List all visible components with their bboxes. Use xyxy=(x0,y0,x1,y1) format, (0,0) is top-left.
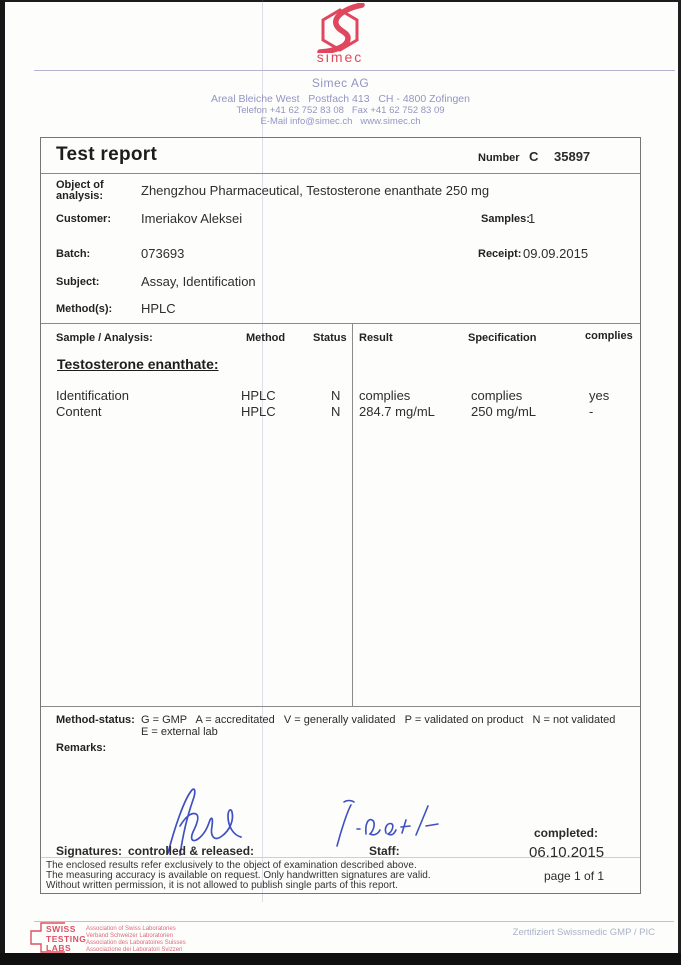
certification-note: Zertifiziert Swissmedic GMP / PIC xyxy=(512,927,655,938)
disclaimer-line3: Without written permission, it is not allowed to publish single parts of this report. xyxy=(46,880,398,891)
scan-edge-top xyxy=(0,0,681,2)
analysis-method: HPLC xyxy=(241,388,276,403)
association-names xyxy=(86,926,186,954)
simec-logo-icon xyxy=(300,3,380,53)
subject-label: Subject: xyxy=(56,276,100,288)
analysis-name: Identification xyxy=(56,388,129,403)
footer-divider xyxy=(34,921,674,922)
methods-value: HPLC xyxy=(141,301,176,316)
staff-signature xyxy=(329,798,441,850)
completed-label: completed: xyxy=(534,826,599,840)
method-status-legend-line1: G = GMP A = accreditated V = generally validated P = validated on product N = not validated xyxy=(141,714,616,726)
analysis-status: N xyxy=(331,388,341,403)
stl-word-testing: TESTING xyxy=(46,933,87,944)
result-column-divider xyxy=(352,323,353,706)
samples-value: 1 xyxy=(528,211,536,226)
method-status-divider xyxy=(41,706,640,707)
col-header-specification: Specification xyxy=(468,332,537,344)
association-line: Association of Swiss Laboratories xyxy=(86,926,176,932)
remarks-label: Remarks: xyxy=(56,742,107,754)
page-number: page 1 of 1 xyxy=(544,869,605,883)
col-header-result: Result xyxy=(359,332,393,344)
title-divider xyxy=(41,173,640,174)
analysis-name: Content xyxy=(56,404,102,419)
analysis-method: HPLC xyxy=(241,404,276,419)
report-title: Test report xyxy=(56,144,158,165)
disclaimer-line1: The enclosed results refer exclusively to the object of examination described above. xyxy=(46,860,417,871)
analysis-complies: yes xyxy=(589,388,610,403)
company-address: Areal Bleiche West Postfach 413 CH - 4800 Zofingen xyxy=(211,93,470,105)
simec-wordmark: simec xyxy=(316,49,364,65)
batch-value: 073693 xyxy=(141,246,185,261)
disclaimer-line2: The measuring accuracy is available on request. Only handwritten signatures are valid. xyxy=(46,870,431,881)
col-header-status: Status xyxy=(313,332,347,344)
object-of-analysis-label: Object of analysis: xyxy=(56,179,104,202)
controlled-released-label: controlled & released: xyxy=(128,844,255,858)
analysis-specification: complies xyxy=(471,388,523,403)
analysis-complies: - xyxy=(589,404,594,419)
association-line: Associazione dei Laboratori Svizzeri xyxy=(86,947,183,953)
number-label: Number xyxy=(478,152,520,164)
col-header-complies: complies xyxy=(585,330,633,342)
scan-edge-bottom xyxy=(0,953,681,965)
analysis-status: N xyxy=(331,404,341,419)
letterhead-divider xyxy=(34,70,675,71)
company-name: Simec AG xyxy=(311,76,370,90)
subject-value: Assay, Identification xyxy=(141,274,256,289)
batch-label: Batch: xyxy=(56,248,91,260)
signatures-label: Signatures: xyxy=(56,844,123,858)
stl-word-labs: LABS xyxy=(46,943,72,953)
customer-value: Imeriakov Aleksei xyxy=(141,211,243,226)
table-row xyxy=(41,388,640,404)
receipt-label: Receipt: xyxy=(478,248,522,260)
table-top-divider xyxy=(41,323,640,324)
company-phone-fax: Telefon +41 62 752 83 08 Fax +41 62 752 83 09 xyxy=(236,105,445,116)
object-of-analysis-value: Zhengzhou Pharmaceutical, Testosterone enanthate 250 mg xyxy=(141,183,490,198)
association-line: Verband Schweizer Laboratorien xyxy=(86,933,174,939)
methods-label: Method(s): xyxy=(56,303,113,315)
report-body xyxy=(40,137,641,894)
association-line: Association des Laboratoires Suisses xyxy=(86,940,186,946)
col-header-sample-analysis: Sample / Analysis: xyxy=(56,332,153,344)
analysis-result: complies xyxy=(359,388,411,403)
number-value: 35897 xyxy=(554,149,591,164)
company-email-web: E-Mail info@simec.ch www.simec.ch xyxy=(260,116,421,127)
method-status-legend-line2: E = external lab xyxy=(141,726,218,738)
sample-group-title: Testosterone enanthate: xyxy=(57,356,219,372)
samples-label: Samples: xyxy=(481,213,530,225)
stl-word-swiss: SWISS xyxy=(46,924,76,934)
number-prefix: C xyxy=(529,149,539,164)
analysis-specification: 250 mg/mL xyxy=(471,404,537,419)
customer-label: Customer: xyxy=(56,213,112,225)
scan-edge-left xyxy=(0,0,5,965)
completed-date: 06.10.2015 xyxy=(529,844,605,861)
receipt-value: 09.09.2015 xyxy=(523,246,589,261)
staff-label: Staff: xyxy=(369,844,400,858)
analysis-result: 284.7 mg/mL xyxy=(359,404,435,419)
table-row xyxy=(41,404,640,420)
swiss-testing-labs-logo xyxy=(46,925,86,954)
col-header-method: Method xyxy=(246,332,286,344)
method-status-label: Method-status: xyxy=(56,714,135,726)
